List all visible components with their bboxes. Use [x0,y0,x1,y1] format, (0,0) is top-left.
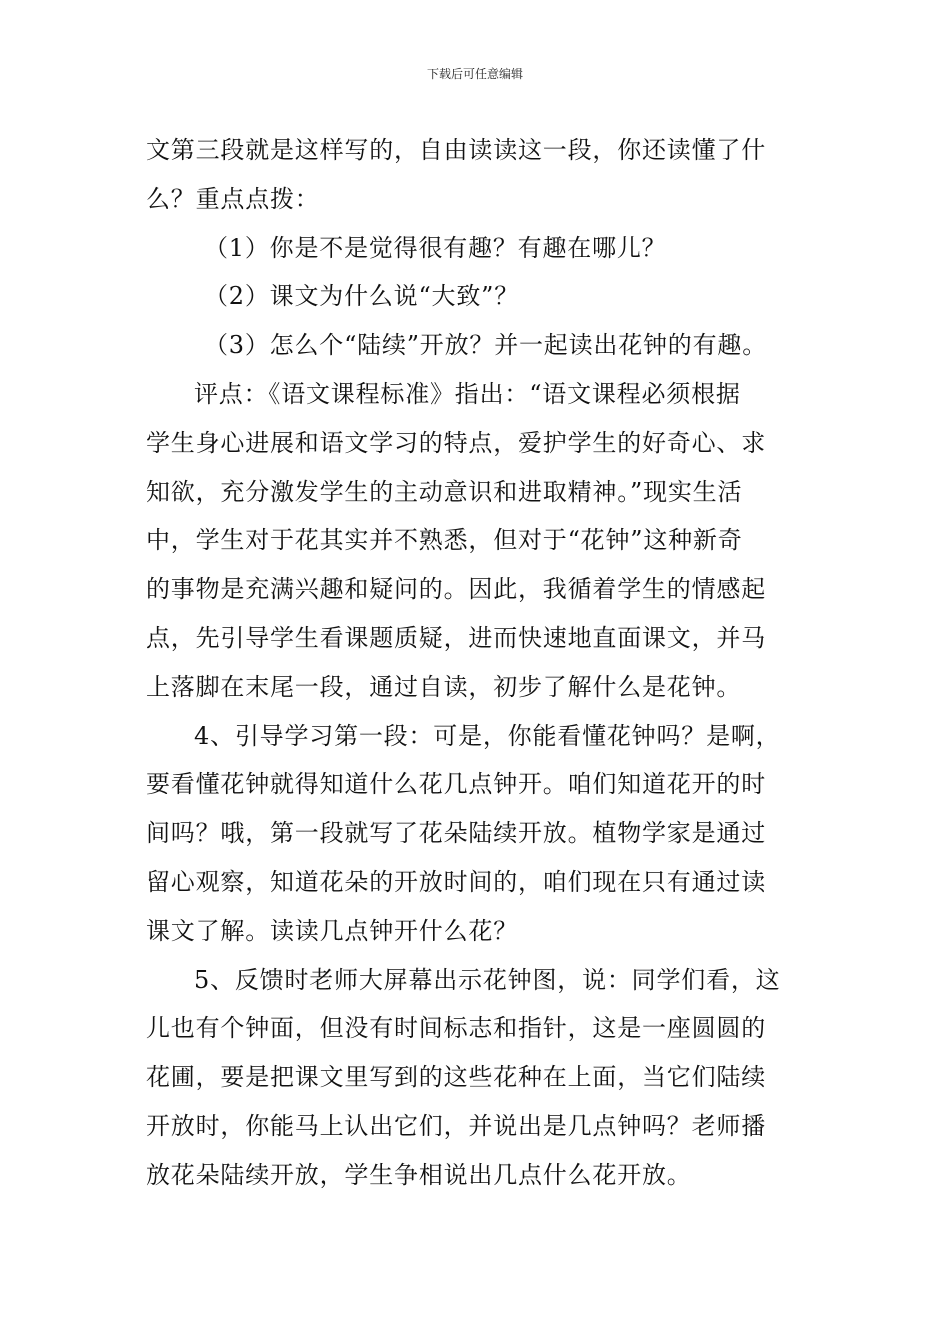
paragraph-start: 4、引导学习第一段：可是，你能看懂花钟吗？是啊， [194,721,781,750]
text-line: 的事物是充满兴趣和疑问的。因此，我循着学生的情感起 [146,575,766,604]
document-body [146,126,810,1200]
page-header: 下载后可任意编辑 [426,67,523,81]
text-line: 课文了解。读读几点钟开什么花？ [146,916,518,945]
list-item: （1）你是不是觉得很有趣？有趣在哪儿？ [204,233,667,262]
text-line: 放花朵陆续开放，学生争相说出几点什么花开放。 [146,1160,692,1189]
text-line: 学生身心进展和语文学习的特点，爱护学生的好奇心、求 [146,428,766,457]
list-item: （2）课文为什么说“大致”？ [204,282,520,311]
text-line: 么？重点点拨： [146,184,320,213]
list-item: （3）怎么个“陆续”开放？并一起读出花钟的有趣。 [204,331,768,360]
paragraph-start: 5、反馈时老师大屏幕出示花钟图，说：同学们看，这 [194,965,781,994]
text-line: 点，先引导学生看课题质疑，进而快速地直面课文，并马 [146,623,766,652]
text-line: 要看懂花钟就得知道什么花几点钟开。咱们知道花开的时 [146,770,766,799]
text-line: 上落脚在末尾一段，通过自读，初步了解什么是花钟。 [146,672,742,701]
text-line: 留心观察，知道花朵的开放时间的，咱们现在只有通过读 [146,867,766,896]
text-line: 开放时，你能马上认出它们，并说出是几点钟吗？老师播 [146,1111,766,1140]
paragraph-start: 评点：《语文课程标准》指出：“语文课程必须根据 [194,379,741,408]
text-line: 文第三段就是这样写的，自由读读这一段，你还读懂了什 [146,136,766,164]
text-line: 花圃，要是把课文里写到的这些花种在上面，当它们陆续 [146,1063,766,1092]
text-line: 间吗？哦，第一段就写了花朵陆续开放。植物学家是通过 [146,819,766,848]
text-line: 儿也有个钟面，但没有时间标志和指针，这是一座圆圆的 [146,1014,766,1043]
text-line: 知欲，充分激发学生的主动意识和进取精神。”现实生活 [146,477,743,506]
text-line: 中，学生对于花其实并不熟悉，但对于“花钟”这种新奇 [146,526,743,555]
